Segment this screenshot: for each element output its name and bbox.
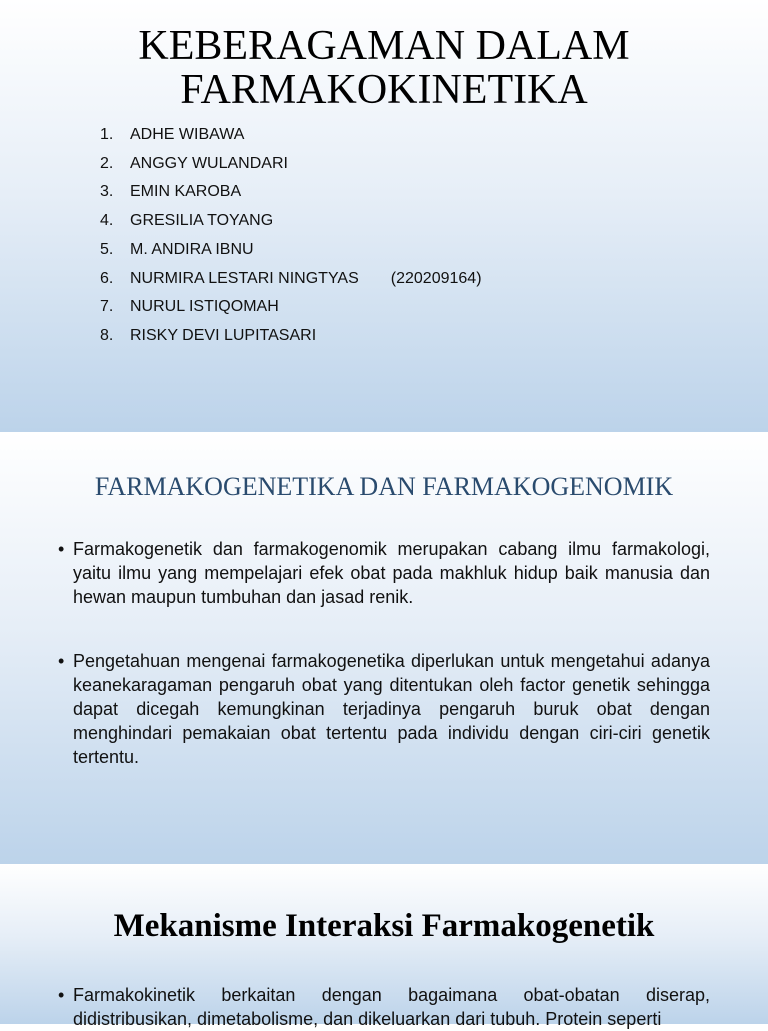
member-name: ADHE WIBAWA — [130, 126, 245, 143]
member-item — [100, 150, 482, 179]
title-line-2: FARMAKOKINETIKA — [180, 67, 588, 113]
slide-title — [0, 0, 768, 432]
member-item — [100, 322, 482, 351]
member-number: 7. — [100, 298, 114, 316]
member-nim: (220209164) — [390, 269, 482, 287]
member-number: 3. — [100, 183, 114, 201]
member-item — [100, 178, 482, 207]
member-item — [100, 265, 482, 294]
member-name: ANGGY WULANDARI — [130, 154, 288, 172]
bullet-item — [58, 649, 710, 769]
member-number: 4. — [100, 212, 114, 230]
member-number: 1. — [100, 126, 114, 143]
member-item — [100, 293, 482, 322]
member-name: NURMIRA LESTARI NINGTYAS — [130, 269, 359, 287]
member-number: 8. — [100, 326, 114, 344]
member-item — [100, 207, 482, 236]
member-number: 6. — [100, 269, 114, 287]
bullet-item — [58, 537, 710, 609]
bullet-icon: • — [58, 985, 65, 1005]
bullet-text: Farmakokinetik berkaitan dengan bagaimana obat-obatan diserap, didistribusikan, dimetabolisme, dan dikeluarkan dari tubuh. Protein seperti — [73, 985, 710, 1029]
member-name: EMIN KAROBA — [130, 183, 242, 201]
title-line-1: KEBERAGAMAN DALAM — [138, 23, 630, 69]
member-number: 2. — [100, 154, 114, 172]
slide2-title: FARMAKOGENETIKA DAN FARMAKOGENOMIK — [94, 472, 674, 501]
slide2-bullets — [58, 537, 710, 769]
member-name: NURUL ISTIQOMAH — [130, 298, 279, 316]
presentation-title — [0, 24, 768, 112]
member-list — [100, 121, 482, 351]
member-number: 5. — [100, 240, 114, 258]
member-item — [100, 121, 482, 150]
slide3-title: Mekanisme Interaksi Farmakogenetik — [113, 908, 655, 944]
bullet-icon: • — [58, 651, 65, 671]
member-name: M. ANDIRA IBNU — [130, 240, 254, 258]
member-name: GRESILIA TOYANG — [130, 212, 274, 230]
member-item — [100, 236, 482, 265]
member-name: RISKY DEVI LUPITASARI — [130, 326, 317, 344]
bullet-icon: • — [58, 539, 65, 559]
bullet-text: Farmakogenetik dan farmakogenomik merupakan cabang ilmu farmakologi, yaitu ilmu yang mempelajari efek obat pada makhluk hidup baik manusia dan hewan maupun tumbuhan dan jasad renik. — [73, 539, 710, 607]
bullet-text: Pengetahuan mengenai farmakogenetika diperlukan untuk mengetahui adanya keanekaragaman pengaruh obat yang ditentukan oleh factor genetik sehingga dapat dicegah kemungkinan terjadinya pengaruh buruk obat dengan menghindari pemakaian obat tertentu pada individu dengan ciri-ciri genetik tertentu. — [73, 651, 710, 767]
